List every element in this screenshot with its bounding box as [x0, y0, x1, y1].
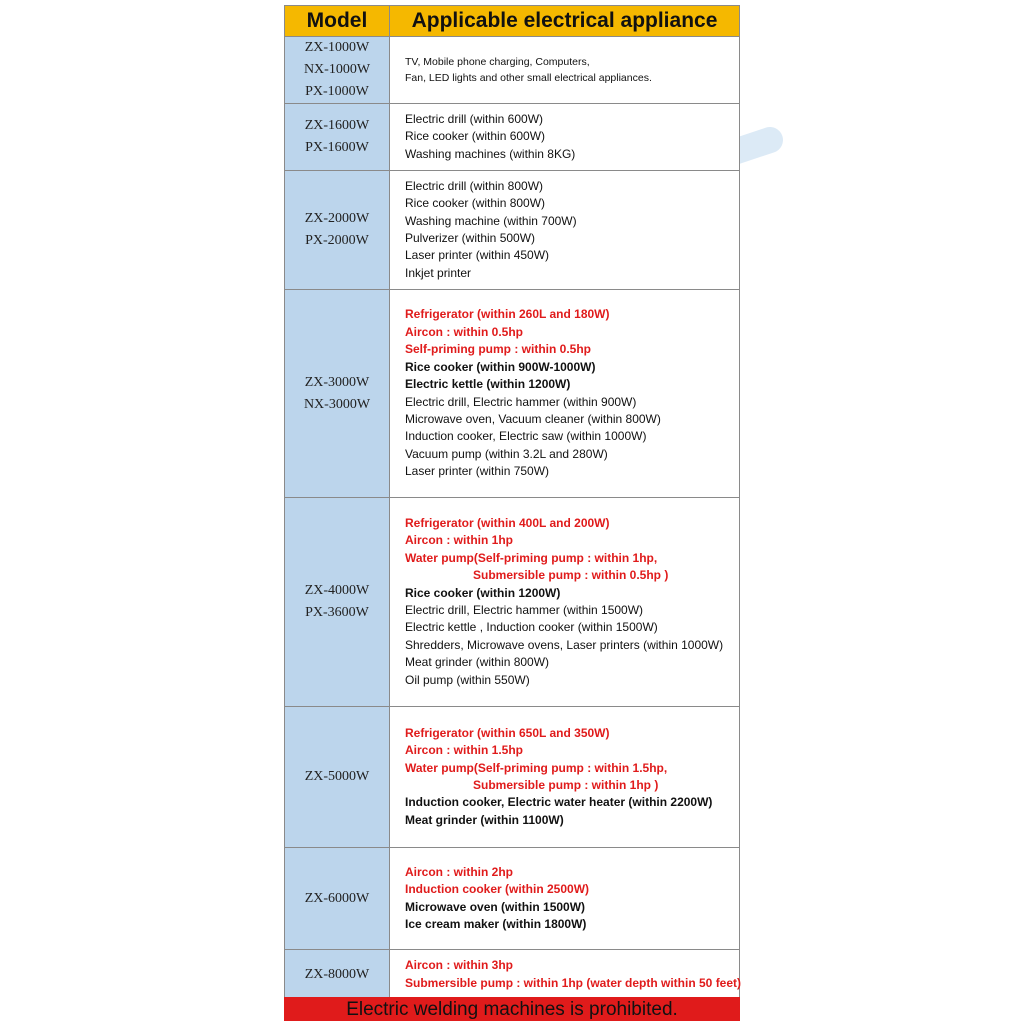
appliance-line: Rice cooker (within 600W)	[405, 129, 546, 144]
appliance-table-container	[284, 5, 740, 1000]
appliance-line: Ice cream maker (within 1800W)	[405, 916, 587, 931]
appliance-column-header: Applicable electrical appliance	[390, 6, 740, 37]
appliance-line: Washing machine (within 700W)	[405, 213, 577, 228]
appliance-line: Water pump(Self-priming pump : within 1.5hp,	[405, 760, 668, 775]
appliance-line: Laser printer (within 450W)	[405, 248, 550, 263]
appliance-line: Oil pump (within 550W)	[405, 672, 530, 687]
appliance-cell	[390, 848, 740, 950]
appliance-line: Refrigerator (within 260L and 180W)	[405, 307, 610, 322]
model-name: ZX-5000W	[304, 769, 370, 784]
model-name: ZX-3000W	[304, 374, 370, 390]
table-row	[285, 848, 740, 950]
appliance-cell	[390, 171, 740, 290]
model-name: ZX-8000W	[304, 966, 370, 982]
model-name: ZX-2000W	[304, 211, 370, 226]
appliance-line: Microwave oven (within 1500W)	[405, 899, 586, 914]
appliance-line: Aircon : within 2hp	[405, 864, 513, 879]
model-name: PX-1600W	[305, 140, 369, 155]
appliance-line: Electric drill (within 600W)	[405, 111, 544, 126]
header-row	[285, 6, 740, 37]
appliance-line: Aircon : within 1.5hp	[405, 743, 524, 758]
appliance-line: Laser printer (within 750W)	[405, 464, 550, 479]
model-name: ZX-1600W	[304, 118, 370, 133]
table-row	[285, 498, 740, 707]
appliance-line: Induction cooker, Electric water heater (within 2200W)	[405, 795, 713, 810]
appliance-line: Induction cooker, Electric saw (within 1000W)	[405, 429, 647, 444]
appliance-line: Inkjet printer	[405, 265, 472, 280]
table-row	[285, 104, 740, 171]
model-cell	[285, 171, 390, 290]
appliance-line: Washing machines (within 8KG)	[405, 146, 576, 161]
model-name: NX-3000W	[303, 396, 371, 412]
appliance-line: Submersible pump : within 1hp (water depth within 50 feet)	[405, 975, 742, 990]
model-cell	[285, 848, 390, 950]
appliance-line: Aircon : within 1hp	[405, 533, 513, 548]
appliance-line: Aircon : within 3hp	[405, 958, 513, 973]
appliance-cell	[390, 498, 740, 707]
appliance-line: Aircon : within 0.5hp	[405, 324, 524, 339]
model-name: ZX-6000W	[304, 890, 370, 906]
appliance-line: Water pump(Self-priming pump : within 1hp,	[405, 550, 658, 565]
appliance-cell	[390, 104, 740, 171]
model-name: PX-3600W	[305, 605, 369, 620]
appliance-line: Microwave oven, Vacuum cleaner (within 800W)	[405, 411, 661, 426]
model-cell	[285, 707, 390, 848]
appliance-line: Electric drill, Electric hammer (within 900W)	[405, 394, 637, 409]
appliance-cell	[390, 950, 740, 1000]
appliance-line: Induction cooker (within 2500W)	[405, 882, 590, 897]
appliance-line: Meat grinder (within 800W)	[405, 655, 550, 670]
appliance-line: Submersible pump : within 1hp )	[473, 778, 659, 792]
table-row	[285, 37, 740, 104]
appliance-line: Shredders, Microwave ovens, Laser printers (within 1000W)	[405, 637, 724, 652]
model-cell	[285, 37, 390, 104]
model-cell	[285, 950, 390, 1000]
prohibition-banner: Electric welding machines is prohibited.	[284, 997, 740, 1021]
appliance-line: Electric drill, Electric hammer (within 1500W)	[405, 603, 644, 617]
appliance-line: Pulverizer (within 500W)	[405, 231, 536, 245]
model-name: PX-2000W	[305, 233, 369, 248]
appliance-line: Rice cooker (within 800W)	[405, 196, 546, 211]
table-row	[285, 950, 740, 1000]
appliance-line: Meat grinder (within 1100W)	[405, 812, 564, 827]
appliance-cell	[390, 37, 740, 104]
model-column-header: Model	[285, 6, 390, 37]
appliance-line: Vacuum pump (within 3.2L and 280W)	[405, 446, 608, 461]
appliance-line: Electric drill (within 800W)	[405, 178, 544, 193]
model-cell	[285, 290, 390, 498]
table-row	[285, 290, 740, 498]
appliance-line: Self-priming pump : within 0.5hp	[405, 342, 591, 357]
model-cell	[285, 104, 390, 171]
appliance-line: TV, Mobile phone charging, Computers,	[405, 56, 590, 68]
appliance-line: Submersible pump : within 0.5hp )	[473, 568, 669, 583]
appliance-line: Fan, LED lights and other small electrical appliances.	[405, 72, 652, 84]
appliance-line: Rice cooker (within 1200W)	[405, 585, 561, 600]
appliance-cell	[390, 290, 740, 498]
model-name: NX-1000W	[303, 62, 371, 77]
table-row	[285, 707, 740, 848]
model-cell	[285, 498, 390, 707]
appliance-line: Refrigerator (within 400L and 200W)	[405, 515, 610, 530]
appliance-cell	[390, 707, 740, 848]
appliance-line: Rice cooker (within 900W-1000W)	[405, 359, 596, 374]
table-row	[285, 171, 740, 290]
model-name: ZX-1000W	[304, 40, 370, 55]
appliance-line: Refrigerator (within 650L and 350W)	[405, 725, 610, 740]
appliance-table	[284, 5, 740, 1000]
appliance-line: Electric kettle , Induction cooker (within 1500W)	[405, 620, 658, 635]
model-name: ZX-4000W	[304, 583, 370, 598]
appliance-line: Electric kettle (within 1200W)	[405, 377, 571, 392]
model-name: PX-1000W	[305, 84, 369, 99]
